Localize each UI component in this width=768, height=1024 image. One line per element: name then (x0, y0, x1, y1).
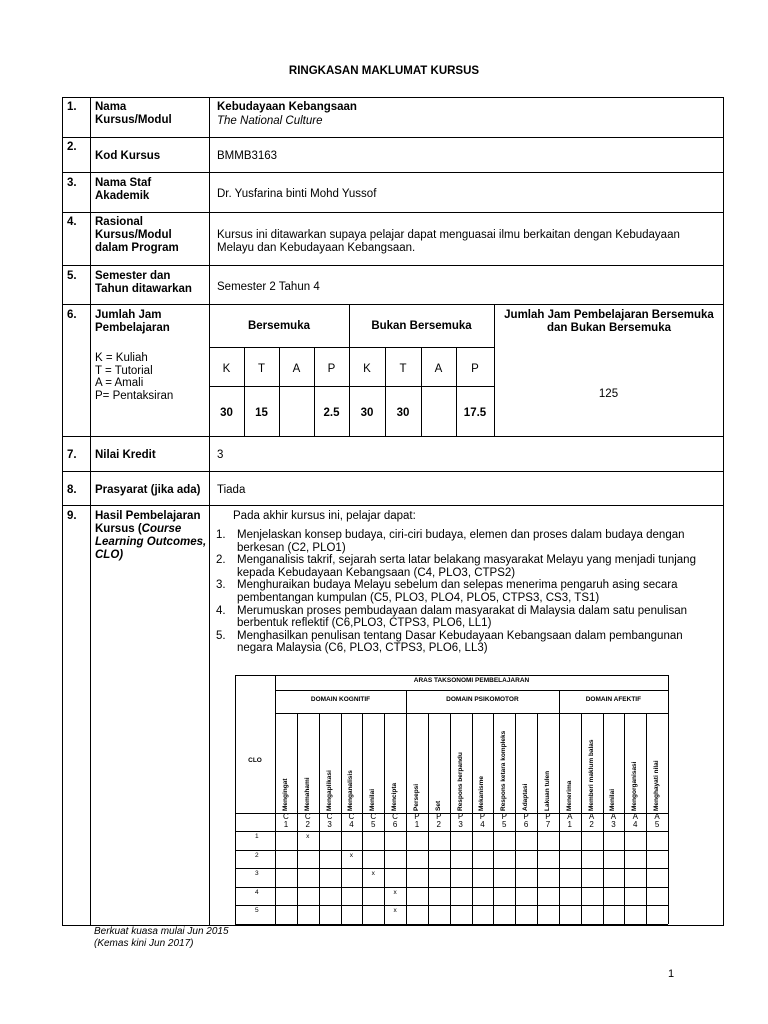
level-code-number: 2 (305, 820, 310, 829)
prerequisite: Tiada (217, 484, 246, 496)
hour-value: 30 (360, 407, 374, 419)
level-header: Set (434, 800, 442, 811)
row-number: 6. (67, 309, 77, 321)
list-item: 2. Menganalisis takrif, sejarah serta latar belakang masyarakat Melayu yang menjadi tunjang kepada Kebudayaan Kebangsaan (C4, PLO3, CTPS2) (216, 554, 696, 579)
row-label: Rasional Kursus/Modul dalam Program (95, 216, 179, 254)
level-code-letter: C (283, 812, 289, 821)
list-item: 5. Menghasilkan penulisan tentang Dasar Kebudayaan Kebangsaan dalam pembangunan negara Malaysia (C6, PLO3, CTPS3, PLO6, LL3) (216, 629, 683, 655)
mapping-mark: x (349, 851, 354, 859)
level-code-letter: C (326, 812, 333, 821)
taxonomy-title: ARAS TAKSONOMI PEMBELAJARAN (413, 677, 530, 684)
level-header: Menilai (609, 788, 617, 811)
row-label: Nilai Kredit (95, 449, 156, 461)
level-code-letter: P (414, 812, 420, 821)
clo-row-number: 4 (255, 888, 259, 896)
clo-row-number: 1 (255, 833, 259, 840)
level-header: Mekanisme (478, 775, 486, 811)
level-code-letter: C (392, 812, 398, 821)
level-code-letter: P (436, 812, 442, 821)
course-rationale: Kursus ini ditawarkan supaya pelajar dapat menguasai ilmu berkaitan dengan Kebudayaan Melayu dan Kebudayaan Kebangsaan. (217, 229, 680, 254)
level-header: Menerima (565, 780, 573, 811)
level-code-letter: P (501, 812, 507, 821)
total-hours-header: Jumlah Jam Pembelajaran Bersemuka dan Bukan Bersemuka (504, 309, 714, 334)
row-number: 2. (67, 141, 77, 153)
level-header: Menghayati nilai (653, 760, 661, 811)
row-label: Prasyarat (jika ada) (95, 484, 201, 496)
level-code-letter: A (567, 812, 573, 821)
row-label: Nama Kursus/Modul (95, 101, 172, 126)
page-number: 1 (668, 968, 675, 980)
domain-header: DOMAIN PSIKOMOTOR (446, 696, 519, 703)
level-header: Adaptasi (522, 783, 530, 811)
row-number: 3. (67, 177, 77, 189)
row-label: Hasil Pembelajaran Kursus (Course Learning Outcomes, CLO) (95, 510, 207, 561)
level-code-number: 3 (327, 820, 332, 829)
clo-row-number: 5 (255, 907, 259, 914)
footer-updated: (Kemas kini Jun 2017) (94, 938, 194, 949)
row-number: 1. (67, 101, 77, 113)
row-number: 5. (67, 270, 77, 282)
level-header: Respons berpandu (456, 752, 464, 811)
level-code-number: 6 (523, 820, 529, 829)
level-header: Menilai (369, 788, 377, 811)
level-code-number: 6 (392, 820, 398, 829)
level-code-number: 5 (371, 820, 376, 829)
level-header: Memberi maklum balas (587, 739, 595, 811)
level-code-number: 7 (545, 820, 551, 829)
domain-header: DOMAIN AFEKTIF (585, 696, 642, 703)
level-code-letter: P (457, 812, 464, 821)
level-code-letter: C (370, 812, 377, 821)
semester-year: Semester 2 Tahun 4 (217, 281, 320, 293)
bukan-bersemuka-header: Bukan Bersemuka (371, 320, 472, 332)
level-code-number: 1 (567, 820, 572, 829)
page-title: RINGKASAN MAKLUMAT KURSUS (288, 65, 480, 77)
level-code-letter: A (610, 812, 617, 821)
level-code-letter: A (632, 812, 638, 821)
row-label: Jumlah Jam Pembelajaran (95, 309, 170, 334)
level-header: Mengaplikasi (325, 770, 333, 811)
level-code-number: 4 (349, 820, 354, 829)
list-item: 4. Merumuskan proses pembudayaan dalam masyarakat di Malaysia dalam satu penulisan berbentuk reflektif (C6,PLO3, CTPS3, PLO6, LL1) (216, 604, 688, 630)
hour-value: 30 (220, 407, 233, 419)
level-code-number: 2 (589, 820, 594, 829)
bersemuka-header: Bersemuka (247, 320, 310, 332)
level-code-number: 4 (480, 820, 485, 829)
level-code-number: 5 (502, 820, 507, 829)
clo-row-number: 2 (255, 851, 259, 859)
total-hours: 125 (598, 388, 619, 400)
academic-staff: Dr. Yusfarina binti Mohd Yussof (217, 188, 377, 200)
row-number: 7. (67, 449, 77, 461)
level-code-letter: A (588, 812, 595, 821)
level-code-number: 1 (283, 820, 289, 829)
hour-code: A (434, 363, 443, 375)
hour-code: K (363, 363, 371, 375)
level-code-number: 3 (611, 820, 616, 829)
level-header: Persepsi (412, 783, 420, 811)
hour-code: A (292, 363, 301, 375)
level-header: Memahami (303, 777, 311, 811)
level-code-number: 1 (414, 820, 420, 829)
level-header: Mengingat (281, 778, 289, 811)
hour-value: 15 (255, 407, 268, 419)
footer-effective: Berkuat kuasa mulai Jun 2015 (94, 926, 229, 937)
hour-code: K (222, 363, 231, 375)
hour-code: P (471, 363, 479, 375)
hour-value: 2.5 (323, 407, 340, 419)
level-header: Menganalisis (347, 770, 355, 811)
clo-list (216, 529, 721, 655)
row-number: 4. (67, 216, 77, 228)
level-code-letter: P (479, 812, 486, 821)
level-code-number: 5 (654, 820, 660, 829)
hour-code: T (257, 363, 266, 375)
hour-code: T (399, 363, 407, 375)
list-item: 3. Menghuraikan budaya Melayu sebelum dan selepas menerima pengaruh asing secara pembentangan kumpulan (C5, PLO3, PLO4, PLO5, CTPS3, CS3, TS1) (216, 579, 678, 604)
hour-value: 30 (396, 407, 410, 419)
mapping-mark: x (393, 888, 397, 896)
clo-row-number: 3 (255, 870, 259, 877)
level-code-letter: C (304, 812, 311, 821)
clo-intro: Pada akhir kursus ini, pelajar dapat: (233, 510, 416, 522)
course-name-english: The National Culture (217, 115, 323, 127)
level-code-number: 4 (633, 820, 638, 829)
credit-value: 3 (217, 449, 224, 461)
list-item: 1. Menjelaskan konsep budaya, ciri-ciri budaya, elemen dan proses dalam budaya dengan berkesan (C2, PLO1) (216, 529, 685, 554)
domain-header: DOMAIN KOGNITIF (310, 696, 371, 703)
hour-code: P (327, 363, 336, 375)
hour-value: 17.5 (463, 407, 487, 419)
row-label: Kod Kursus (95, 150, 161, 162)
level-header: Respons ketara kompleks (500, 730, 508, 811)
level-header: Mengorganisasi (631, 761, 639, 811)
level-code-letter: P (523, 812, 529, 821)
course-code: BMMB3163 (217, 150, 278, 162)
course-name: Kebudayaan Kebangsaan (217, 101, 357, 113)
mapping-mark: x (306, 833, 310, 840)
row-number: 8. (67, 484, 77, 496)
row-label: Semester dan Tahun ditawarkan (95, 270, 192, 295)
row-label: Nama Staf Akademik (95, 177, 152, 202)
level-header: Mencipta (391, 782, 399, 811)
level-code-number: 2 (436, 820, 441, 829)
level-code-letter: A (654, 812, 660, 821)
clo-header: CLO (248, 757, 262, 764)
level-code-number: 3 (458, 820, 463, 829)
hours-legend: K = Kuliah T = Tutorial A = Amali P= Pentaksiran (95, 352, 174, 402)
level-code-letter: C (348, 812, 355, 821)
row-number: 9. (67, 510, 77, 522)
level-header: Lakuan tulen (543, 770, 551, 811)
mapping-mark: x (371, 870, 375, 877)
mapping-mark: x (393, 907, 397, 914)
level-code-letter: P (545, 812, 551, 821)
